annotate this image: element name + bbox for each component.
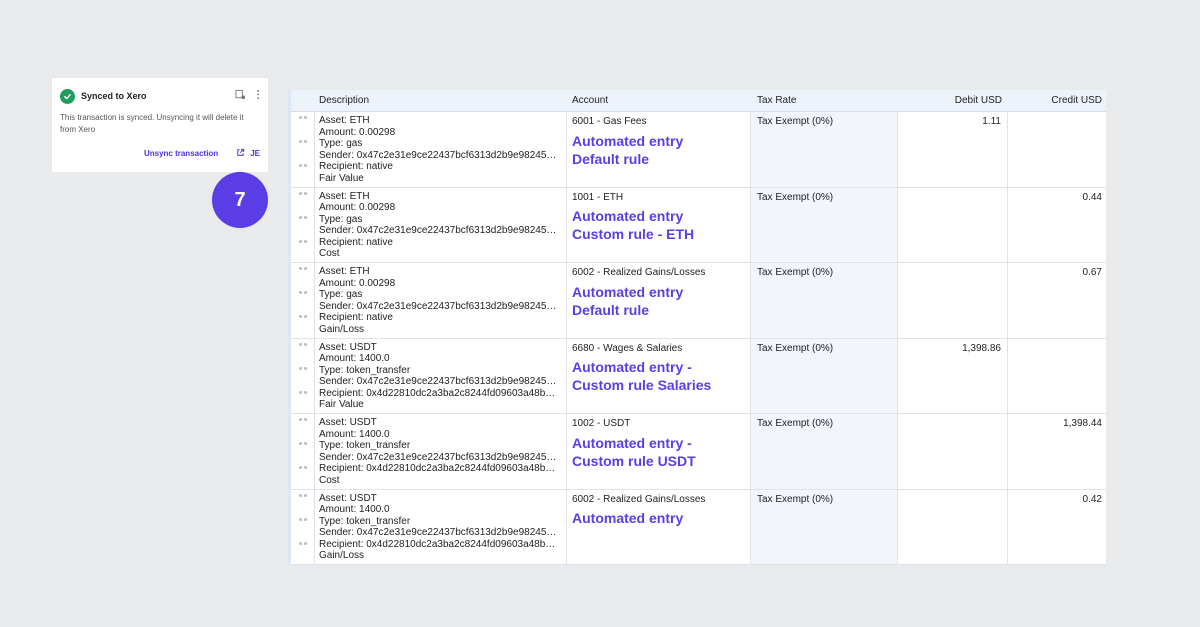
account-cell[interactable] [567, 112, 751, 187]
description-line: Recipient: native [319, 161, 393, 173]
account-name: 6002 - Realized Gains/Losses [572, 267, 706, 278]
automation-note: Default rule [572, 150, 650, 167]
header-tax-rate: Tax Rate [757, 95, 797, 106]
row-drag-cell [291, 188, 315, 263]
journal-entry-table [288, 90, 1106, 564]
description-line: Sender: 0x47c2e31e9ce22437bcf6313d2b9e98245… [319, 527, 557, 539]
description-line: Asset: ETH [319, 190, 370, 202]
description-line: Fair Value [319, 399, 364, 411]
account-cell[interactable] [567, 414, 751, 489]
description-cell [315, 263, 567, 338]
header-credit: Credit USD [1051, 95, 1102, 106]
table-row[interactable] [291, 414, 1106, 490]
description-line: Gain/Loss [319, 550, 365, 562]
description-line: Type: token_transfer [319, 440, 411, 452]
automation-note: Automated entry [572, 208, 684, 225]
credit-cell[interactable] [1008, 339, 1106, 414]
automation-note: Custom rule Salaries [572, 377, 712, 394]
account-cell[interactable] [567, 188, 751, 263]
description-cell [315, 188, 567, 263]
description-line: Cost [319, 474, 340, 486]
row-drag-cell [291, 339, 315, 414]
unsync-transaction-button[interactable]: Unsync transaction [143, 149, 219, 158]
credit-cell[interactable]: 0.44 [1082, 191, 1102, 203]
account-name: 6001 - Gas Fees [572, 116, 647, 127]
automation-note: Automated entry [572, 283, 684, 300]
table-row[interactable] [291, 188, 1106, 264]
debit-cell[interactable]: 1,398.86 [898, 339, 1008, 414]
description-line: Sender: 0x47c2e31e9ce22437bcf6313d2b9e98245… [319, 300, 557, 312]
account-name: 1002 - USDT [572, 418, 631, 429]
description-line: Type: gas [319, 213, 363, 225]
row-drag-cell [291, 490, 315, 565]
credit-cell[interactable]: 0.42 [1082, 493, 1102, 505]
description-line: Cost [319, 248, 340, 260]
debit-cell[interactable]: 1.11 [898, 112, 1008, 187]
description-line: Recipient: 0x4d22810dc2a3ba2c8244fd09603a48b… [319, 387, 556, 399]
automation-note: Automated entry [572, 132, 684, 149]
tax-rate-cell[interactable]: Tax Exempt (0%) [751, 490, 898, 565]
description-line: Sender: 0x47c2e31e9ce22437bcf6313d2b9e98245… [319, 149, 557, 161]
description-line: Gain/Loss [319, 323, 365, 335]
drag-handle-icon[interactable] [299, 418, 307, 489]
description-line: Asset: ETH [319, 115, 370, 126]
drag-handle-icon[interactable] [299, 494, 307, 565]
drag-handle-icon[interactable] [299, 116, 307, 187]
description-line: Recipient: 0x4d22810dc2a3ba2c8244fd09603a48b… [319, 463, 556, 475]
description-line: Recipient: 0x4d22810dc2a3ba2c8244fd09603a48b… [319, 538, 556, 550]
description-line: Sender: 0x47c2e31e9ce22437bcf6313d2b9e98245… [319, 225, 557, 237]
credit-cell[interactable]: 1,398.44 [1063, 418, 1102, 429]
tax-rate-cell[interactable]: Tax Exempt (0%) [751, 188, 898, 263]
table-row[interactable] [291, 112, 1106, 188]
automation-note: Custom rule - ETH [572, 226, 695, 243]
description-line: Type: token_transfer [319, 515, 411, 527]
tax-rate-cell[interactable]: Tax Exempt (0%) [751, 112, 898, 187]
account-name: 1001 - ETH [572, 191, 624, 203]
description-line: Sender: 0x47c2e31e9ce22437bcf6313d2b9e98245… [319, 451, 557, 463]
tax-rate-cell[interactable]: Tax Exempt (0%) [751, 414, 898, 489]
row-drag-cell [291, 112, 315, 187]
automation-note: Custom rule USDT [572, 452, 696, 469]
tax-rate-cell[interactable]: Tax Exempt (0%) [751, 263, 898, 338]
description-cell [315, 112, 567, 187]
description-cell [315, 490, 567, 565]
account-name: 6002 - Realized Gains/Losses [572, 493, 706, 505]
description-line: Amount: 1400.0 [319, 428, 390, 440]
row-drag-cell [291, 263, 315, 338]
header-account: Account [572, 95, 609, 106]
automation-note: Automated entry - [572, 434, 692, 451]
header-description: Description [319, 95, 370, 106]
automation-note: Automated entry [572, 510, 684, 527]
credit-cell[interactable]: 0.67 [1082, 267, 1102, 278]
journal-entry-link[interactable] [236, 148, 260, 159]
drag-handle-icon[interactable] [299, 267, 307, 338]
credit-cell[interactable] [1008, 112, 1106, 187]
debit-cell[interactable] [898, 414, 1008, 489]
table-body [291, 112, 1106, 565]
automation-note: Automated entry - [572, 359, 692, 376]
account-cell[interactable] [567, 490, 751, 565]
debit-cell[interactable] [898, 188, 1008, 263]
card-preview-icon[interactable] [235, 87, 246, 105]
automation-note: Default rule [572, 301, 650, 318]
description-cell [315, 414, 567, 489]
description-line: Amount: 0.00298 [319, 277, 396, 289]
drag-handle-icon[interactable] [299, 343, 307, 414]
header-handle [291, 90, 315, 111]
je-label: JE [250, 149, 260, 158]
description-line: Asset: USDT [319, 417, 377, 428]
drag-handle-icon[interactable] [299, 192, 307, 263]
account-cell[interactable] [567, 339, 751, 414]
description-line: Type: token_transfer [319, 364, 411, 376]
sync-card-header [60, 88, 260, 104]
description-line: Fair Value [319, 172, 364, 184]
kebab-menu-icon[interactable] [256, 87, 260, 105]
description-line: Amount: 1400.0 [319, 353, 390, 365]
check-circle-icon [60, 89, 75, 104]
description-line: Asset: USDT [319, 492, 377, 504]
description-line: Asset: USDT [319, 341, 377, 353]
description-line: Amount: 0.00298 [319, 202, 396, 214]
account-name: 6680 - Wages & Salaries [572, 342, 683, 354]
debit-cell[interactable] [898, 263, 1008, 338]
table-header [291, 90, 1106, 112]
step-number-badge: 7 [212, 172, 268, 228]
debit-cell[interactable] [898, 490, 1008, 565]
description-line: Amount: 1400.0 [319, 504, 390, 516]
external-link-icon [236, 148, 245, 159]
sync-card-message: This transaction is synced. Unsyncing it will delete it from Xero [60, 113, 244, 134]
description-line: Recipient: native [319, 236, 393, 248]
description-line: Recipient: native [319, 312, 393, 324]
table-row[interactable] [291, 339, 1106, 415]
table-row[interactable] [291, 263, 1106, 339]
sync-status-card [52, 78, 268, 172]
header-debit: Debit USD [954, 95, 1002, 106]
description-line: Amount: 0.00298 [319, 126, 396, 138]
description-line: Type: gas [319, 138, 363, 150]
tax-rate-cell[interactable]: Tax Exempt (0%) [751, 339, 898, 414]
description-cell [315, 339, 567, 414]
description-line: Asset: ETH [319, 266, 370, 277]
account-cell[interactable] [567, 263, 751, 338]
table-row[interactable] [291, 490, 1106, 566]
description-line: Type: gas [319, 289, 363, 301]
sync-card-title: Synced to Xero [81, 91, 147, 101]
row-drag-cell [291, 414, 315, 489]
description-line: Sender: 0x47c2e31e9ce22437bcf6313d2b9e98245… [319, 376, 557, 388]
